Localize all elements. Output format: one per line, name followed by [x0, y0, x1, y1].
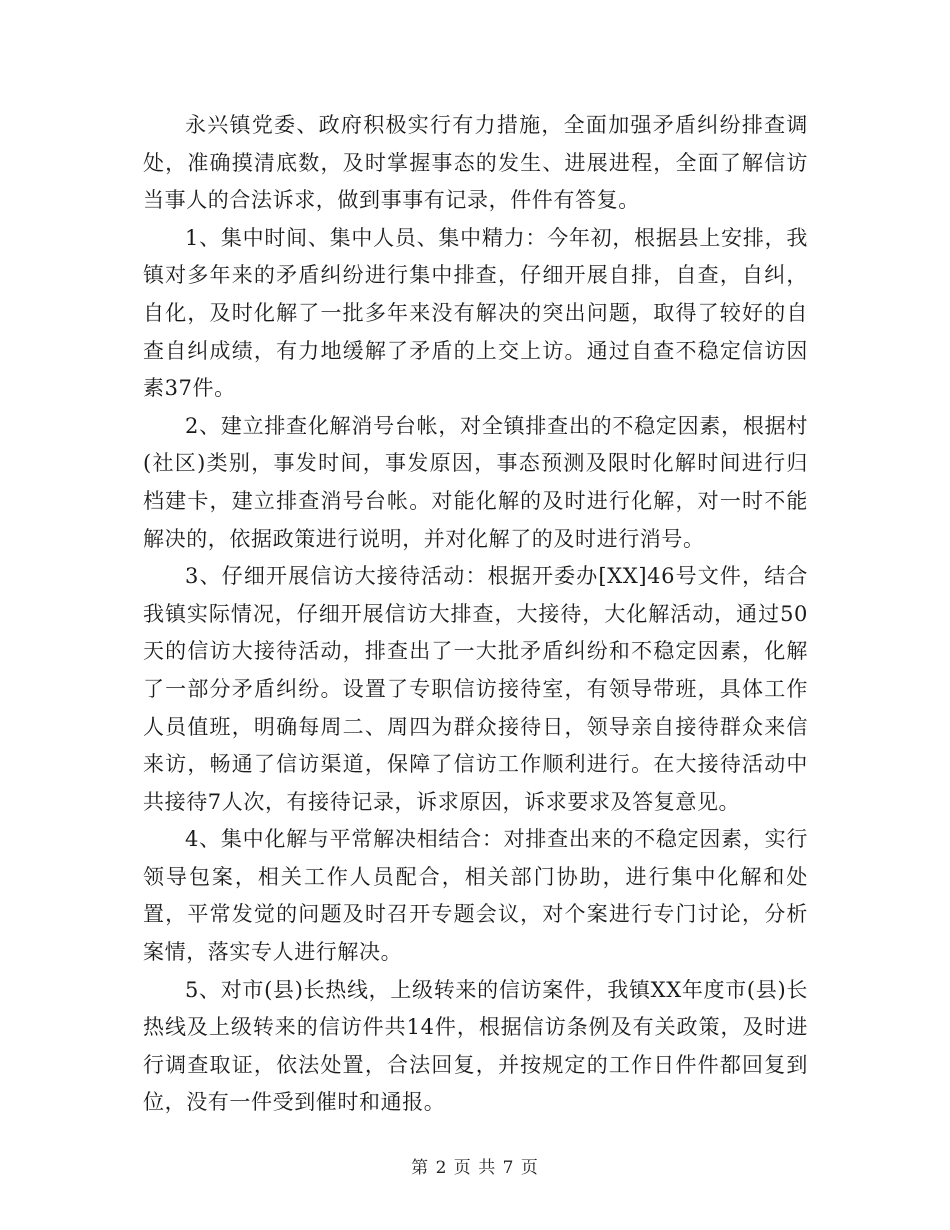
paragraph-item-4: 4、集中化解与平常解决相结合：对排查出来的不稳定因素，实行领导包案，相关工作人员配合，相关部门协助，进行集中化解和处置，平常发觉的问题及时召开专题会议，对个案进行专门讨论，分析案情，落实专人进行解决。 — [143, 827, 808, 965]
paragraph-item-2: 2、建立排查化解消号台帐，对全镇排查出的不稳定因素，根据村(社区)类别，事发时间，事发原因，事态预测及限时化解时间进行归档建卡，建立排查消号台帐。对能化解的及时进行化解，对一时不能解决的，依据政策进行说明，并对化解了的及时进行消号。 — [143, 413, 808, 551]
paragraph-intro: 永兴镇党委、政府积极实行有力措施，全面加强矛盾纠纷排查调处，准确摸清底数，及时掌握事态的发生、进展进程，全面了解信访当事人的合法诉求，做到事事有记录，件件有答复。 — [143, 113, 808, 213]
paragraph-item-1: 1、集中时间、集中人员、集中精力：今年初，根据县上安排，我镇对多年来的矛盾纠纷进行集中排查，仔细开展自排，自查，自纠，自化，及时化解了一批多年来没有解决的突出问题，取得了较好的自查自纠成绩，有力地缓解了矛盾的上交上访。通过自查不稳定信访因素37件。 — [143, 225, 808, 401]
document-body — [143, 107, 808, 1122]
paragraph-item-3: 3、仔细开展信访大接待活动：根据开委办[XX]46号文件，结合我镇实际情况，仔细开展信访大排查，大接待，大化解活动，通过50天的信访大接待活动，排查出了一大批矛盾纠纷和不稳定因素，化解了一部分矛盾纠纷。设置了专职信访接待室，有领导带班，具体工作人员值班，明确每周二、周四为群众接待日，领导亲自接待群众来信来访，畅通了信访渠道，保障了信访工作顺利进行。在大接待活动中共接待7人次，有接待记录，诉求原因，诉求要求及答复意见。 — [143, 564, 808, 814]
page-number-footer: 第 2 页 共 7 页 — [411, 1158, 539, 1178]
paragraph-item-5: 5、对市(县)长热线，上级转来的信访案件，我镇XX年度市(县)长热线及上级转来的信访件共14件，根据信访条例及有关政策，及时进行调查取证，依法处置，合法回复，并按规定的工作日件件都回复到位，没有一件受到催时和通报。 — [143, 977, 808, 1115]
